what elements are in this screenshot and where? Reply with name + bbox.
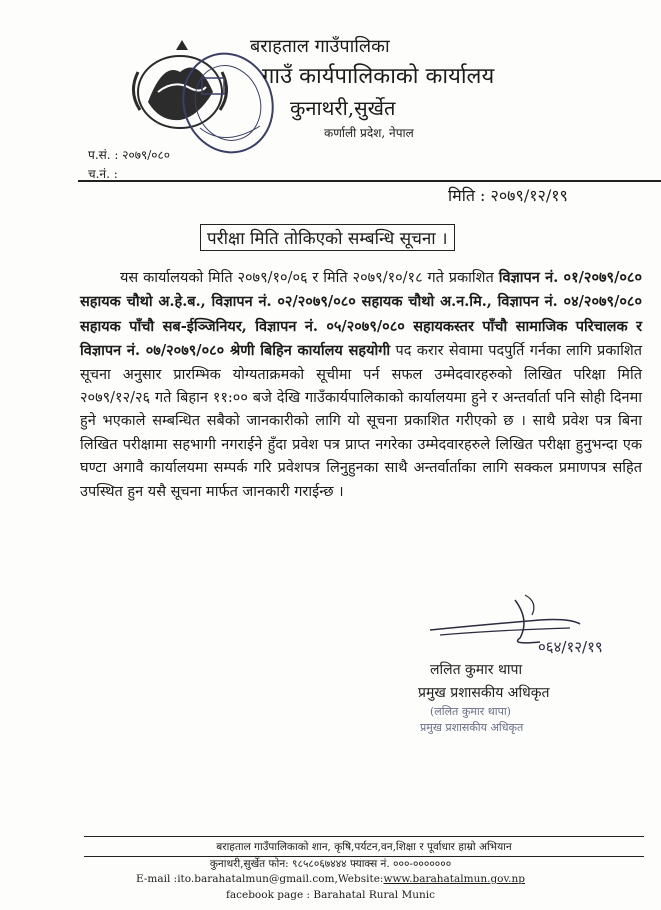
footer-divider [84,836,644,837]
notice-title: परीक्षा मिति तोकिएको सम्बन्धि सूचना । [200,224,455,251]
signer-name: ललित कुमार थापा [430,662,523,678]
dispatch-number: च.नं. : [88,167,118,181]
office-province: कर्णाली प्रदेश, नेपाल [324,126,414,140]
email-prefix: E-mail : [135,873,178,885]
notice-date: मिति : २०७९/१२/१९ [448,186,568,205]
website-prefix: ,Website: [334,873,384,885]
signature-date: ०६४/१२/१९ [538,638,603,656]
seal-post: प्रमुख प्रशासकीय अधिकृत [420,721,524,734]
signer-post: प्रमुख प्रशासकीय अधिकृत [418,685,550,701]
office-title: गाउँ कार्यपालिकाको कार्यालय [262,64,495,89]
seal-name: (ललित कुमार थापा) [430,705,511,718]
notice-body [80,266,642,504]
reference-number: प.सं. : २०७९/०८० [88,148,170,162]
office-location: कुनाथरी,सुर्खेत [290,96,396,120]
footer-web [0,873,661,885]
body-segment-intro: यस कार्यालयको मिति २०७९/१०/०६ र मिति २०७९/१०/१८ गते प्रकाशित [120,270,499,286]
footer-facebook: facebook page : Barahatal Rural Munic [225,889,436,901]
office-name: बराहताल गाउँपालिका [250,36,390,57]
body-segment-advertisements: विज्ञापन नं. ०१/२०७९/०८० सहायक चौथो अ.हे.ब., विज्ञापन नं. ०२/२०७९/०८० सहायक चौथो अ.न.मि., विज्ञापन नं. ०४/२०७९/०८० सहायक पाँचौ सब-ईञ्जिनियर, विज्ञापन नं. ०५/२०७९/०८० सहायकस्तर पाँचौ सामाजिक परिचालक र विज्ञापन नं. ०७/२०७९/०८० श्रेणी बिहिन कार्यालय सहयोगी [80,269,643,360]
footer-slogan: बराहताल गाउँपालिकाको शान, कृषि,पर्यटन,वन,शिक्षा र पूर्वाधार हाम्रो अभियान [84,838,644,857]
email-link[interactable]: ito.barahatalmun@gmail.com [177,873,335,885]
signature-icon [420,590,620,660]
website-link[interactable]: www.barahatalmun.gov.np [383,873,525,885]
footer-contact: कुनाथरी,सुर्खेत फोन: ९८५८०६७४४४ फ्याक्स नं. ०००-००००००० [209,858,452,870]
header-divider [78,180,661,182]
body-segment-details: पद करार सेवामा पदपुर्ति गर्नका लागि प्रकाशित सूचना अनुसार प्रारम्भिक योग्यताक्रमको सूचीमा पर्न सफल उम्मेदवारहरुको लिखित परिक्षा मिति २०७९/१२/२६ गते बिहान ११:०० बजे देखि गाउँकार्यपालिकाको कार्यालयमा हुने र अन्तर्वार्ता पनि सोही दिनमा हुने भएकाले सम्बन्धित सबैको जानकारीको लागि यो सूचना प्रकाशित गरीएको छ । साथै प्रवेश पत्र बिना लिखित परीक्षामा सहभागी नगराईने हुँदा प्रवेश पत्र प्राप्त नगरेका उम्मेदवारहरुले लिखित परीक्षा हुनुभन्दा एक घण्टा अगावै कार्यालयमा सम्पर्क गरि प्रवेशपत्र लिनुहुनका साथै अन्तर्वार्ताका लागि सक्कल प्रमाणपत्र सहित उपस्थित हुन यसै सूचना मार्फत जानकारी गराईन्छ । [80,343,642,500]
